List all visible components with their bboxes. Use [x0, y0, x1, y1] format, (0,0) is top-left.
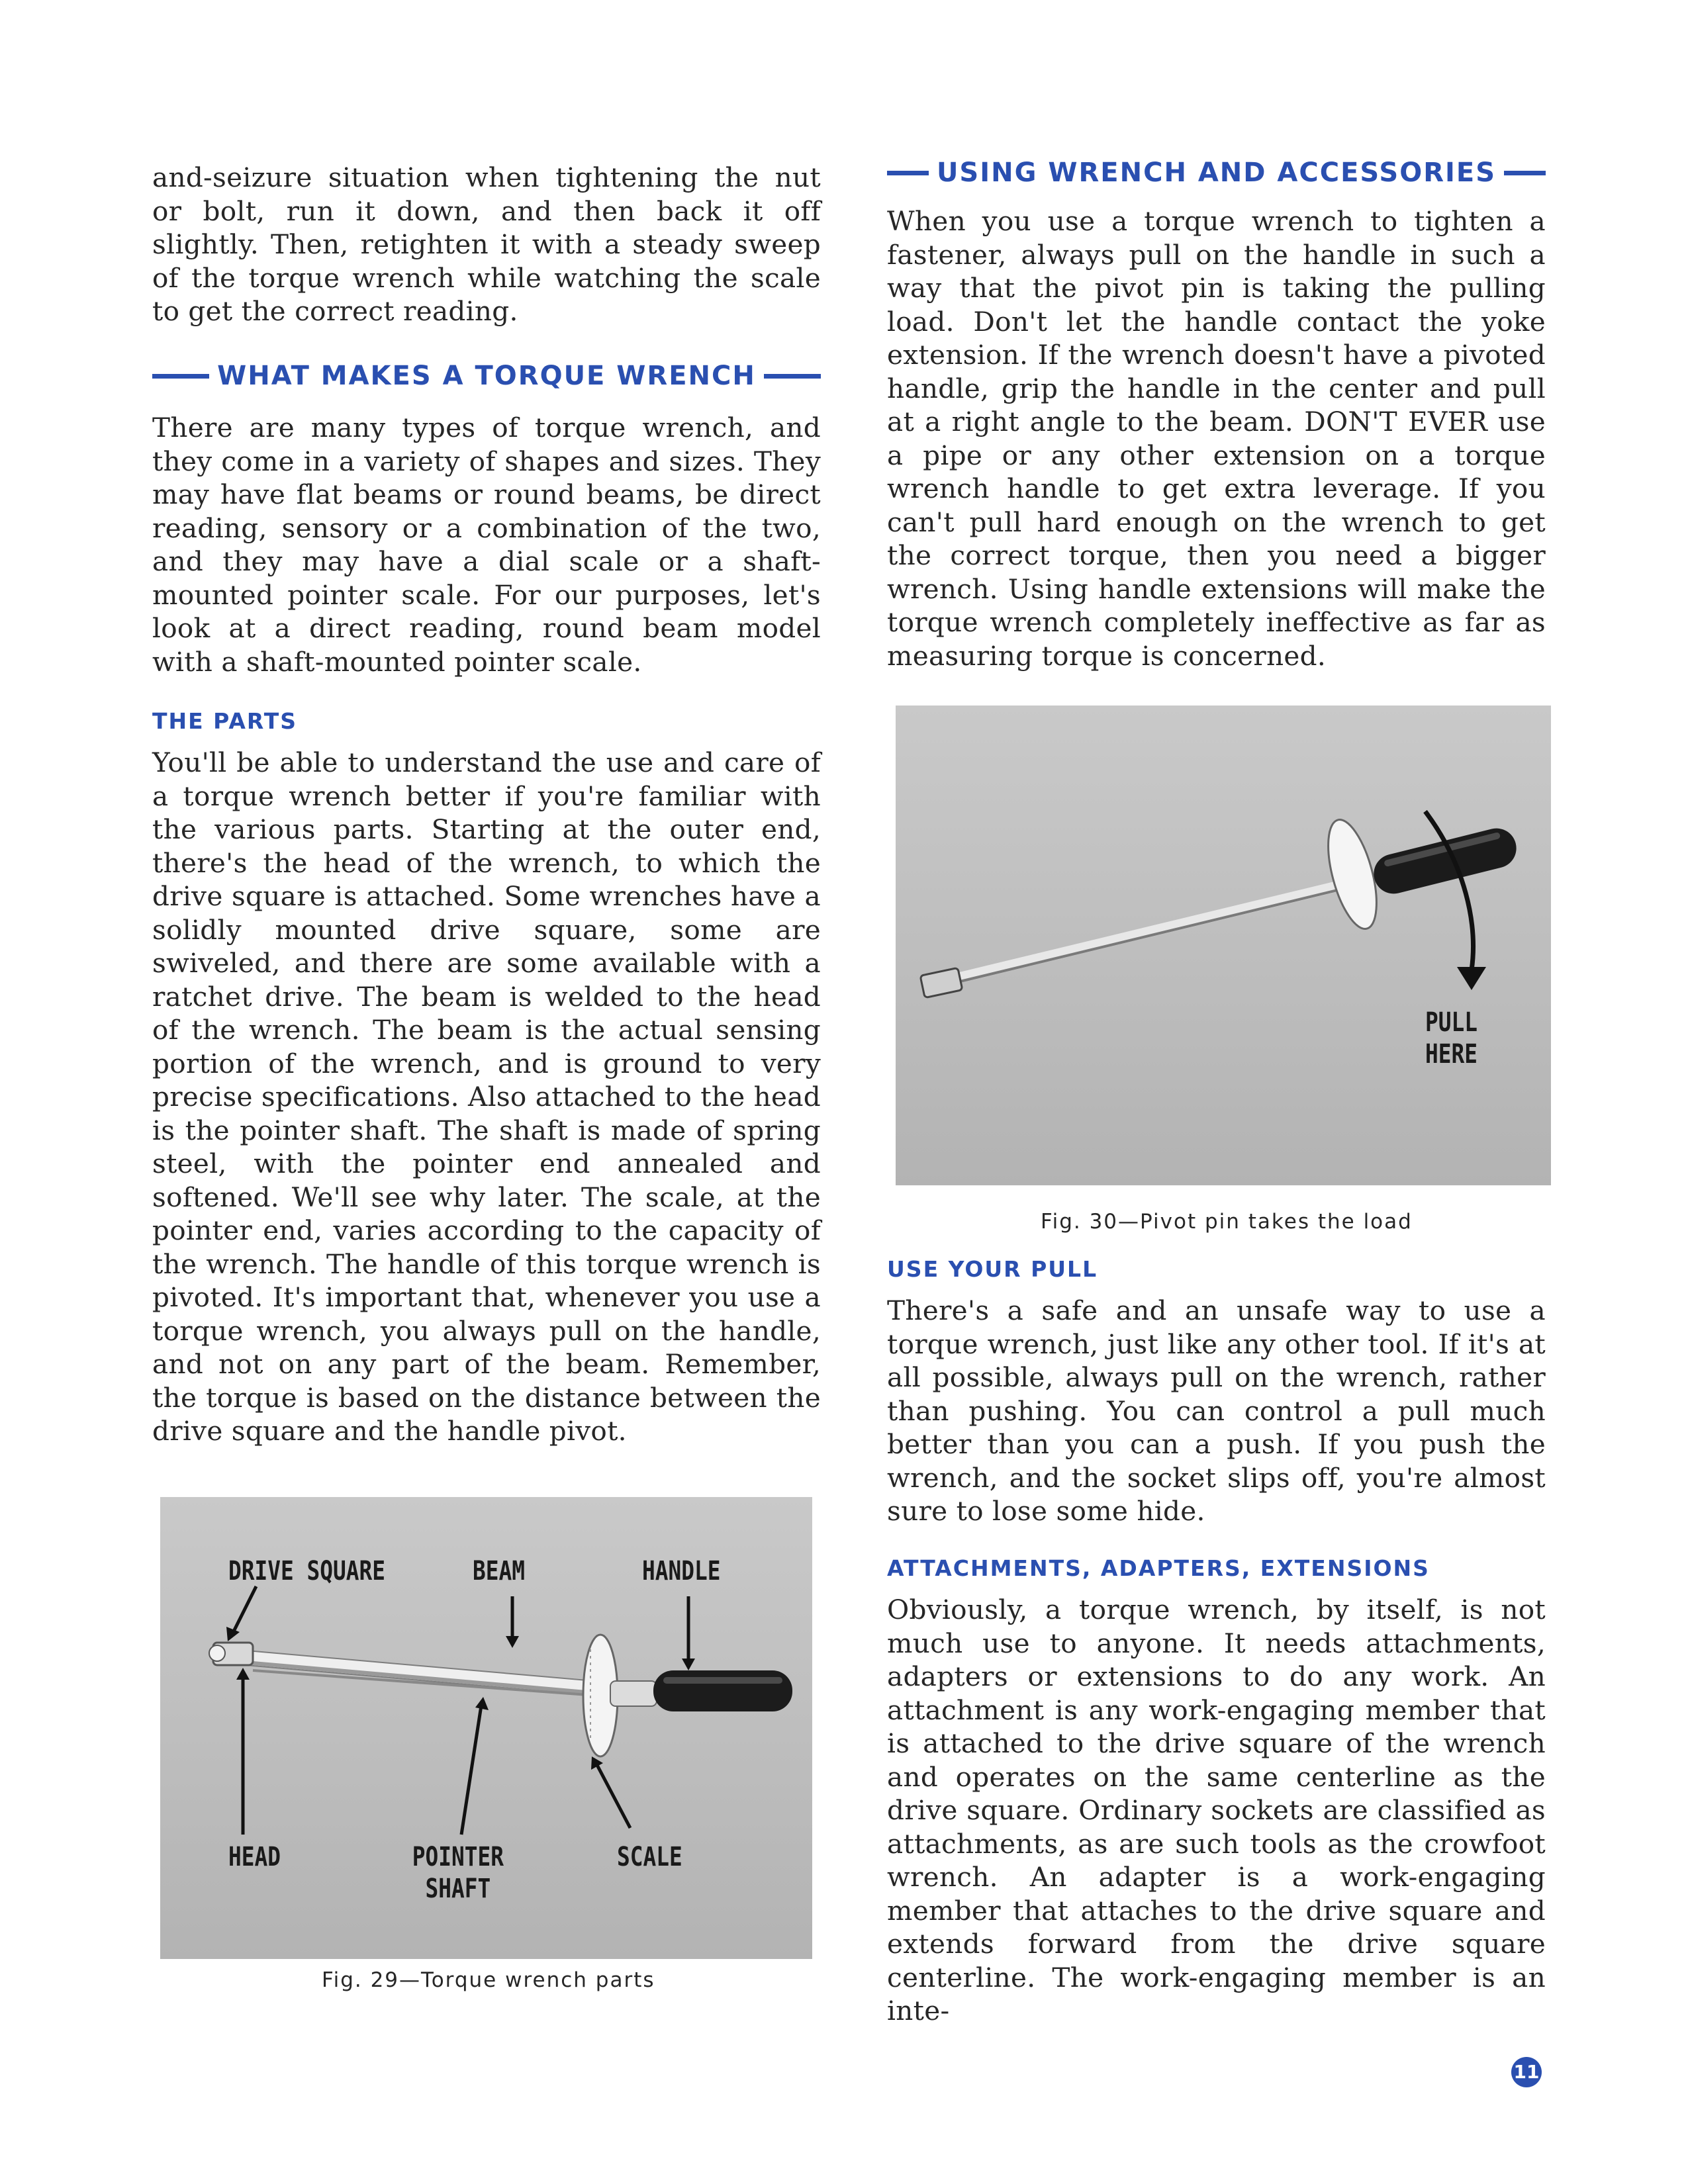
here-label: HERE — [1425, 1039, 1477, 1069]
pull-here-illustration — [896, 705, 1551, 1185]
label-pointer-shaft-line-2: SHAFT — [425, 1874, 491, 1904]
section-heading-using-wrench — [887, 154, 1546, 191]
heading-rule-left — [887, 171, 929, 175]
label-drive-square: DRIVE SQUARE — [228, 1556, 385, 1586]
intro-paragraph: and-seizure situation when tightening the nut or bolt, run it down, and then back it off slightly. Then, retighten it with a steady sweep of the torque wrench while watching the scale to get the correct reading. — [152, 161, 821, 327]
label-head: HEAD — [228, 1842, 281, 1872]
label-handle: HANDLE — [642, 1556, 721, 1586]
heading-rule-left — [152, 374, 209, 379]
using-wrench-paragraph: When you use a torque wrench to tighten a fastener, always pull on the handle in such a way that the pivot pin is taking the pulling load. Don't let the handle contact the yoke extension. If the wrench doesn't have a pivoted handle, grip the handle in the center and pull at a right angle to the beam. DON'T EVER use a pipe or any other extension on a torque wrench handle to get extra leverage. If you can't pull hard enough on the wrench to get the correct torque, then you need a bigger wrench. Using handle extensions will make the torque wrench completely ineffective as far as measuring torque is concerned. — [887, 205, 1546, 672]
figure-30-photo — [896, 705, 1551, 1185]
pull-label: PULL — [1425, 1007, 1477, 1038]
pull-here-label — [1425, 1007, 1477, 1070]
section-heading-what-makes — [152, 357, 821, 394]
subheading-the-parts: THE PARTS — [152, 708, 298, 734]
figure-30-caption: Fig. 30—Pivot pin takes the load — [1041, 1210, 1413, 1234]
page-number-badge: 11 — [1511, 2057, 1542, 2087]
label-beam: BEAM — [473, 1556, 525, 1586]
the-parts-paragraph: You'll be able to understand the use and care of a torque wrench better if you're familiar with the various parts. Starting at the outer end, there's the head of the wrench, to which the drive square is attached. Some wrenches have a solidly mounted drive square, some are swiveled, and there are some available with a ratchet drive. The beam is welded to the head of the wrench. The beam is the actual sensing portion of the wrench, and is ground to very precise specifications. Also attached to the head is the pointer shaft. The shaft is made of spring steel, with the pointer end annealed and softened. We'll see why later. The scale, at the pointer end, varies according to the capacity of the wrench. The handle of this torque wrench is pivoted. It's important that, whenever you use a torque wrench, you always pull on the handle, and not on any part of the beam. Remember, the torque is based on the distance between the drive square and the handle pivot. — [152, 747, 821, 1447]
subheading-attachments: ATTACHMENTS, ADAPTERS, EXTENSIONS — [887, 1555, 1430, 1581]
label-pointer-shaft — [406, 1841, 510, 1905]
heading-rule-right — [764, 374, 821, 379]
figure-29-photo — [160, 1497, 812, 1959]
figure-29-caption: Fig. 29—Torque wrench parts — [322, 1968, 655, 1992]
use-your-pull-paragraph: There's a safe and an unsafe way to use a torque wrench, just like any other tool. If it's at all possible, always pull on the wrench, rather than pushing. You can control a pull much better than you can a push. If you push the wrench, and the socket slips off, you're almost sure to lose some hide. — [887, 1295, 1546, 1527]
heading-rule-right — [1504, 171, 1546, 175]
attachments-paragraph: Obviously, a torque wrench, by itself, is not much use to anyone. It needs attachments, adapters or extensions to do any work. An attachment is any work-engaging member that is attached to the drive square of the wrench and operates on the same centerline as the drive square. Ordinary sockets are classified as attachments, as are such tools as the crowfoot wrench. An adapter is a work-engaging member that attaches to the drive square and extends forward from the drive square centerline. The work-engaging member is an inte- — [887, 1594, 1546, 2026]
subheading-use-your-pull: USE YOUR PULL — [887, 1256, 1098, 1282]
what-makes-paragraph: There are many types of torque wrench, and they come in a variety of shapes and sizes. They may have flat beams or round beams, be direct reading, sensory or a combination of the two, and they may have a dial scale or a shaft-mounted pointer scale. For our purposes, let's look at a direct reading, round beam model with a shaft-mounted pointer scale. — [152, 412, 821, 678]
label-pointer-shaft-line-1: POINTER — [412, 1842, 504, 1872]
section-heading-text: WHAT MAKES A TORQUE WRENCH — [217, 361, 756, 391]
label-scale: SCALE — [617, 1842, 682, 1872]
section-heading-text: USING WRENCH AND ACCESSORIES — [936, 158, 1497, 188]
